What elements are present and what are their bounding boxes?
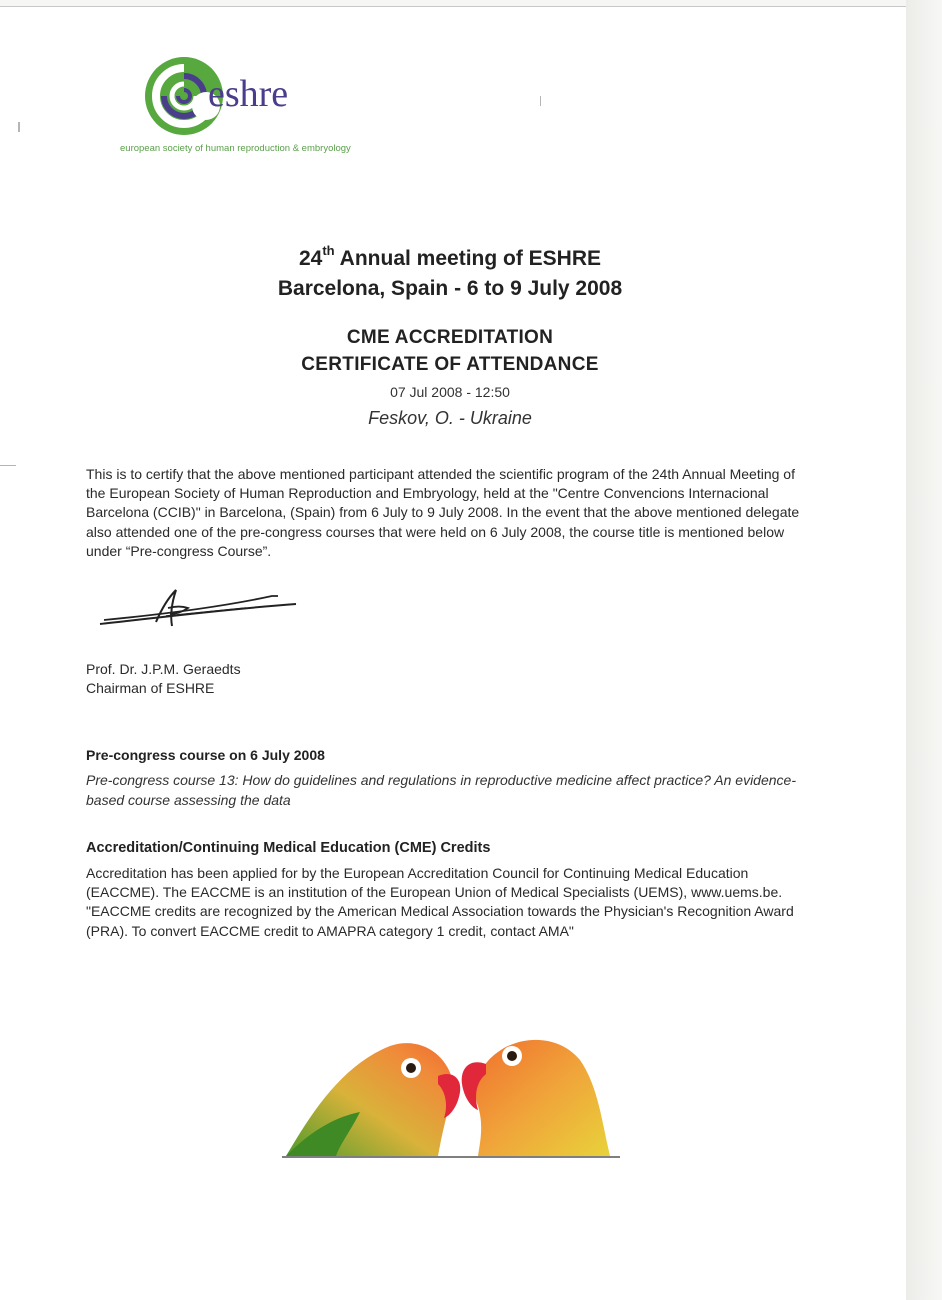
scan-mark bbox=[540, 96, 541, 106]
accreditation-text bbox=[86, 864, 806, 941]
certificate-heading bbox=[0, 324, 900, 432]
page-top-edge bbox=[0, 6, 906, 7]
signatory-name: Prof. Dr. J.P.M. Geraedts bbox=[86, 661, 241, 677]
signatory-role: Chairman of ESHRE bbox=[86, 680, 215, 696]
scan-mark bbox=[0, 465, 16, 466]
scan-edge bbox=[906, 0, 942, 1300]
meeting-heading bbox=[0, 238, 900, 304]
scan-mark bbox=[18, 122, 20, 132]
signatory-block bbox=[86, 660, 241, 698]
meeting-title: Annual meeting of ESHRE bbox=[339, 247, 602, 270]
participant-name: Feskov, O. - Ukraine bbox=[368, 408, 532, 428]
signature-image bbox=[96, 584, 306, 634]
precongress-course-title: Pre-congress course 13: How do guidelines and regulations in reproductive medicine affect practice? An evidence-based course assessing the data bbox=[86, 772, 796, 808]
logo-tagline: european society of human reproduction & embryology bbox=[120, 143, 351, 154]
accreditation-paragraph-2: "EACCME credits are recognized by the American Medical Association towards the Physician's Recognition Award (PRA). To convert EACCME credit to AMAPRA category 1 credit, contact AMA" bbox=[86, 903, 794, 939]
eshre-logo bbox=[120, 52, 390, 162]
accreditation-paragraph-1: Accreditation has been applied for by the European Accreditation Council for Continuing Medical Education (EACCME). The EACCME is an institution of the European Union of Medical Specialists (UEMS), www.uems.be. bbox=[86, 865, 783, 901]
meeting-title-line bbox=[0, 238, 900, 274]
meeting-ordinal: 24 bbox=[298, 247, 323, 270]
logo-wordmark: eshre bbox=[208, 73, 289, 115]
lovebirds-image bbox=[280, 1026, 622, 1158]
meeting-ordinal-suffix: th bbox=[322, 243, 335, 258]
meeting-venue: Barcelona, Spain - 6 to 9 July 2008 bbox=[277, 277, 623, 300]
precongress-heading: Pre-congress course on 6 July 2008 bbox=[86, 747, 325, 763]
cme-accreditation-title: CME ACCREDITATION bbox=[346, 327, 554, 348]
issue-datetime: 07 Jul 2008 - 12:50 bbox=[390, 384, 510, 400]
certification-statement: This is to certify that the above mentioned participant attended the scientific program of the 24th Annual Meeting of the European Society of Human Reproduction and Embryology, held at the "Centre Convencions Internacional Barcelona (CCIB)" in Barcelona, (Spain) from 6 July to 9 July 2008. In the event that the above mentioned delegate also attended one of the pre-congress courses that were held on 6 July 2008, the course title is mentioned below under “Pre-congress Course”. bbox=[86, 466, 800, 559]
accreditation-heading: Accreditation/Continuing Medical Education (CME) Credits bbox=[86, 840, 491, 856]
certificate-of-attendance-title: CERTIFICATE OF ATTENDANCE bbox=[301, 354, 599, 375]
